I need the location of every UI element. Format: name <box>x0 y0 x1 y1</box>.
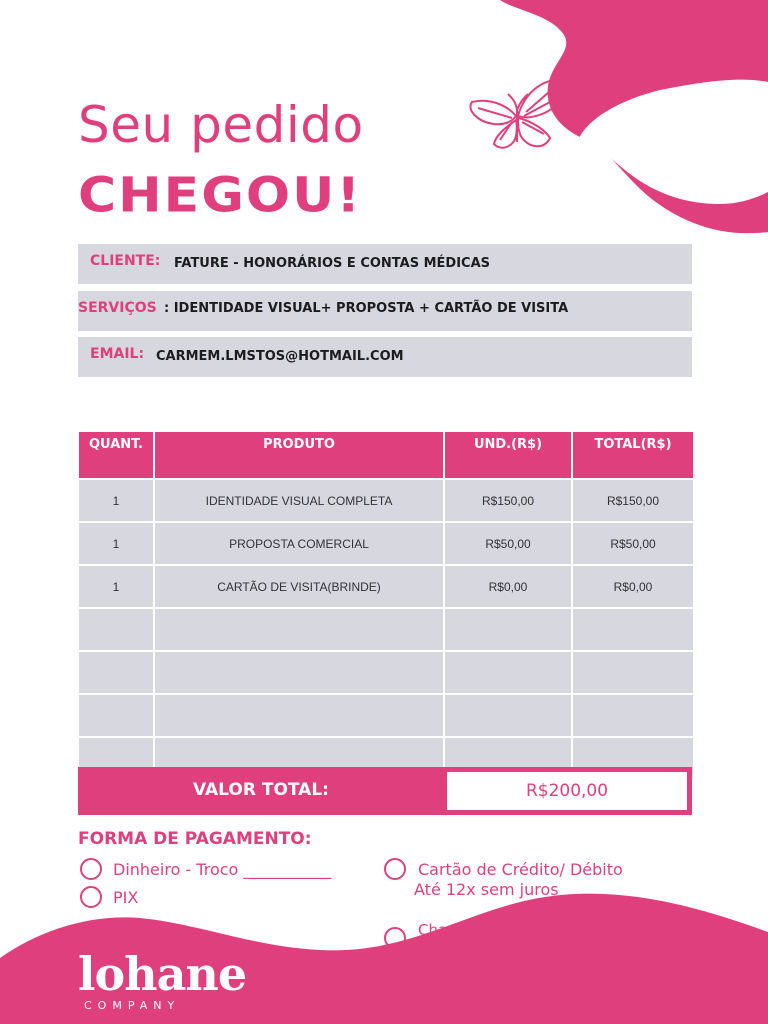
option-card-label: Cartão de Crédito/ Débito <box>418 860 623 879</box>
table-row <box>78 565 694 608</box>
cell-produto: CARTÃO DE VISITA(BRINDE) <box>154 565 444 608</box>
header-total: TOTAL(R$) <box>572 431 694 479</box>
radio-pix-key[interactable] <box>384 927 406 949</box>
total-bar <box>78 767 692 815</box>
cell-quant: 1 <box>78 565 154 608</box>
cell-und: R$150,00 <box>444 479 572 522</box>
servicos-label: SERVIÇOS <box>78 300 157 316</box>
cell-quant: 1 <box>78 479 154 522</box>
cell-total: R$150,00 <box>572 479 694 522</box>
option-card-sublabel: Até 12x sem juros <box>414 880 559 899</box>
cliente-label: CLIENTE: <box>90 253 161 269</box>
title-chegou: CHEGOU! <box>78 168 363 224</box>
radio-pix[interactable] <box>80 886 102 908</box>
header-quant: QUANT. <box>78 431 154 479</box>
radio-cash[interactable] <box>80 858 102 880</box>
cell-produto: IDENTIDADE VISUAL COMPLETA <box>154 479 444 522</box>
cell-quant <box>78 694 154 737</box>
cell-total <box>572 651 694 694</box>
cell-produto: PROPOSTA COMERCIAL <box>154 522 444 565</box>
option-pix-label: PIX <box>113 888 139 907</box>
cell-total: R$0,00 <box>572 565 694 608</box>
cliente-value: FATURE - HONORÁRIOS E CONTAS MÉDICAS <box>174 256 491 271</box>
info-row-cliente <box>78 244 692 284</box>
products-table <box>77 430 695 781</box>
butterfly-icon <box>464 72 568 156</box>
cell-produto <box>154 694 444 737</box>
info-row-email <box>78 337 692 377</box>
total-value: R$200,00 <box>445 770 689 812</box>
cell-total <box>572 694 694 737</box>
table-row <box>78 608 694 651</box>
brand-sub: COMPANY <box>84 999 181 1012</box>
header-und: UND.(R$) <box>444 431 572 479</box>
pix-key-label: Chave pix: <box>418 921 498 939</box>
email-value: CARMEM.LMSTOS@HOTMAIL.COM <box>156 349 404 364</box>
option-cash-label: Dinheiro - Troco ___________ <box>113 860 332 879</box>
cell-und: R$50,00 <box>444 522 572 565</box>
info-row-servicos <box>78 291 692 331</box>
email-label: EMAIL: <box>90 346 145 362</box>
table-row <box>78 522 694 565</box>
cell-quant <box>78 608 154 651</box>
cell-quant <box>78 651 154 694</box>
cell-total: R$50,00 <box>572 522 694 565</box>
table-row <box>78 651 694 694</box>
cell-produto <box>154 608 444 651</box>
cell-und <box>444 694 572 737</box>
radio-card[interactable] <box>384 858 406 880</box>
cell-und <box>444 651 572 694</box>
cell-und <box>444 608 572 651</box>
table-header-row <box>78 431 694 479</box>
title-seu-pedido: Seu pedido <box>78 96 364 154</box>
header-produto: PRODUTO <box>154 431 444 479</box>
payment-title: FORMA DE PAGAMENTO: <box>78 829 312 849</box>
servicos-value: : IDENTIDADE VISUAL+ PROPOSTA + CARTÃO DE VISITA <box>164 301 569 316</box>
brand-logo: lohane <box>78 947 247 1001</box>
cell-quant: 1 <box>78 522 154 565</box>
cell-produto <box>154 651 444 694</box>
table-row <box>78 694 694 737</box>
total-label: VALOR TOTAL: <box>193 780 329 800</box>
table-row <box>78 479 694 522</box>
cell-total <box>572 608 694 651</box>
cell-und: R$0,00 <box>444 565 572 608</box>
pix-key-value: lohanesm@outlook.com <box>418 938 599 956</box>
